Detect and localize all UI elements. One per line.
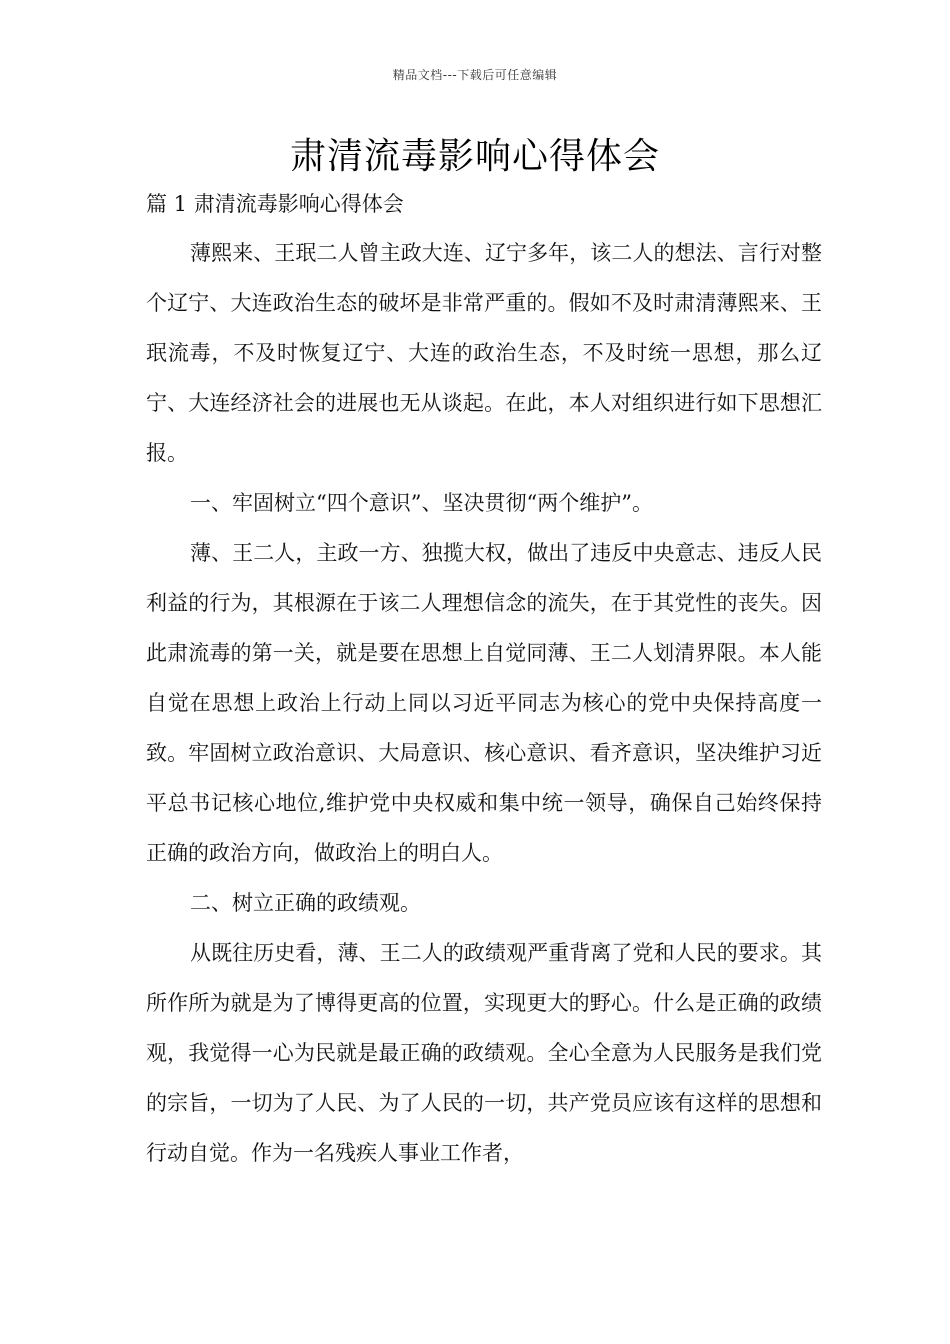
paragraph: 从既往历史看，薄、王二人的政绩观严重背离了党和人民的要求。其所作所为就是为了博得更高的位置，实现更大的野心。什么是正确的政绩观，我觉得一心为民就是最正确的政绩观。全心全意为人民服务是我们党的宗旨，一切为了人民、为了人民的一切，共产党员应该有这样的思想和行动自觉。作为一名残疾人事业工作者， <box>146 941 822 1165</box>
document-title: 肃清流毒影响心得体会 <box>289 136 660 177</box>
paragraph-heading: 二、树立正确的政绩观。 <box>190 891 421 915</box>
document-body <box>146 228 822 1178</box>
paragraph: 薄熙来、王珉二人曾主政大连、辽宁多年，该二人的想法、言行对整个辽宁、大连政治生态的破坏是非常严重的。假如不及时肃清薄熙来、王珉流毒，不及时恢复辽宁、大连的政治生态，不及时统一思想，那么辽宁、大连经济社会的进展也无从谈起。在此，本人对组织进行如下思想汇报。 <box>146 241 822 465</box>
paragraph-heading: 一、牢固树立“四个意识”、坚决贯彻“两个维护”。 <box>190 491 653 515</box>
paragraph: 薄、王二人，主政一方、独揽大权，做出了违反中央意志、违反人民利益的行为，其根源在于该二人理想信念的流失，在于其党性的丧失。因此肃流毒的第一关，就是要在思想上自觉同薄、王二人划清界限。本人能自觉在思想上政治上行动上同以习近平同志为核心的党中央保持高度一致。牢固树立政治意识、大局意识、核心意识、看齐意识，坚决维护习近平总书记核心地位,维护党中央权威和集中统一领导，确保自己始终保持正确的政治方向，做政治上的明白人。 <box>146 541 822 865</box>
header-note: 精品文档---下载后可任意编辑 <box>392 68 558 82</box>
section-subtitle: 篇 1 肃清流毒影响心得体会 <box>146 192 404 216</box>
